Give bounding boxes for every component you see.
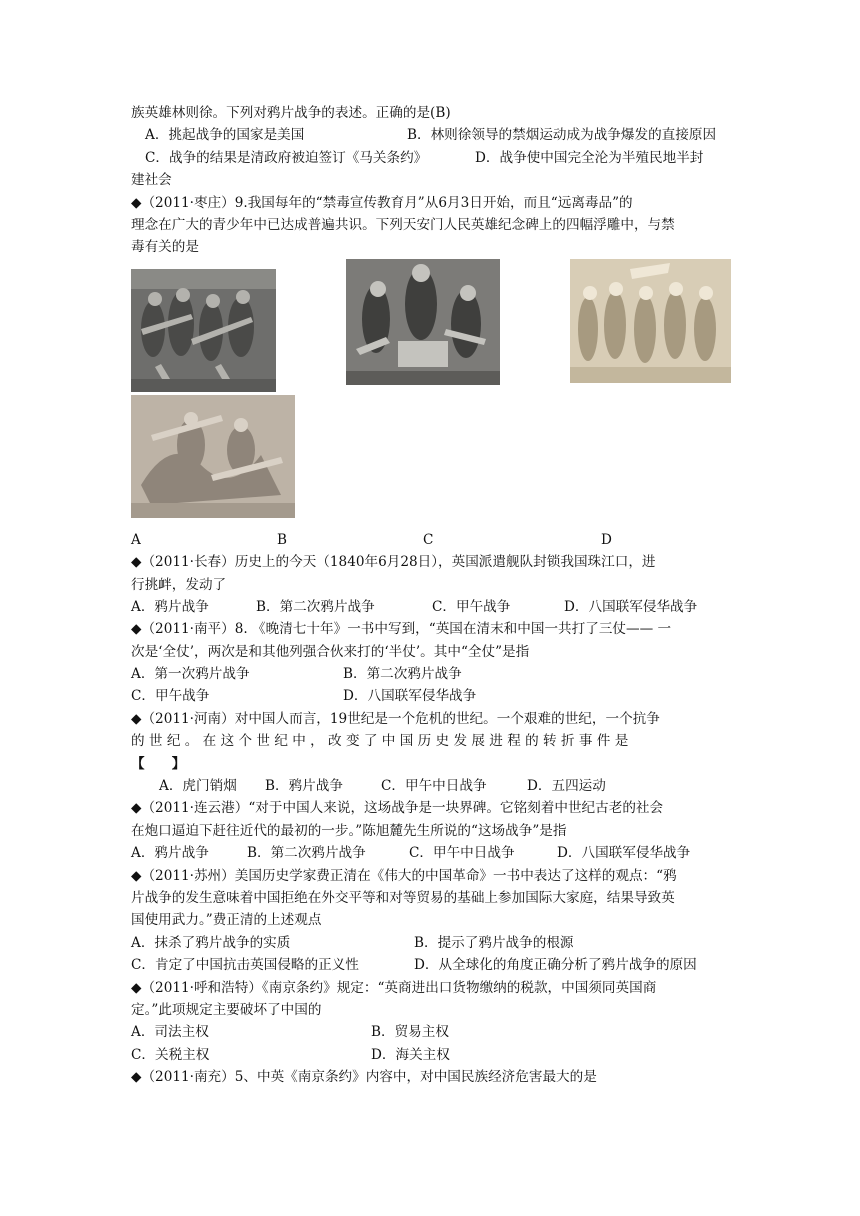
option-line [131,685,731,707]
question-line: 次是‘全仗’，两次是和其他列强合伙来打的‘半仗’。其中“全仗”是指 [131,643,530,660]
option-a: A．虎门销烟 [159,778,237,795]
relief-image-a [131,269,276,392]
question-line: ◆（2011·苏州）美国历史学家费正清在《伟大的中国革命》一书中表达了这样的观点：“鸦 [131,867,677,884]
relief-image-c [570,259,731,383]
image-label-c: C [423,531,434,548]
question-line: 行挑衅，发动了 [131,576,227,593]
option-b: B．贸易主权 [371,1024,449,1041]
question-line: 理念在广大的青少年中已达成普遍共识。下列天安门人民英雄纪念碑上的四幅浮雕中，与禁 [131,216,675,233]
option-c: C．甲午战争 [131,688,210,705]
option-d: D．八国联军侵华战争 [343,688,477,705]
option-d: D．海关主权 [371,1046,450,1063]
option-c: C．关税主权 [131,1046,210,1063]
option-c: C．甲午中日战争 [409,845,515,862]
option-d: D．战争使中国完全沦为半殖民地半封 [475,149,704,166]
question-line: 片战争的发生意味着中国拒绝在外交平等和对等贸易的基础上参加国际大家庭，结果导致英 [131,889,675,906]
question-line: 国使用武力。”费正清的上述观点 [131,912,322,929]
option-a: A．鸦片战争 [131,598,209,615]
document-body [131,102,731,1089]
option-line [131,596,731,618]
question-line: 的 世 纪 。 在 这 个 世 纪 中 ， 改 变 了 中 国 历 史 发 展 进 程 的 转 折 事 件 是 [131,733,629,750]
option-b: B．第二次鸦片战争 [343,666,462,683]
option-line [131,954,731,976]
option-d: D．从全球化的角度正确分析了鸦片战争的原因 [414,957,697,974]
option-d: D．八国联军侵华战争 [564,598,698,615]
question-line: ◆（2011·枣庄）9.我国每年的“禁毒宣传教育月”从6月3日开始，而且“远离毒品”的 [131,194,633,211]
option-c: C．甲午中日战争 [381,778,487,795]
question-line: ◆（2011·南充）5、中英《南京条约》内容中，对中国民族经济危害最大的是 [131,1069,597,1086]
option-c: C．甲午战争 [432,598,511,615]
relief-image-d [131,395,295,518]
text-line: 建社会 [131,172,172,189]
question-line: ◆（2011·呼和浩特）《南京条约》规定：“英商进出口货物缴纳的税款，中国须同英国商 [131,979,657,996]
option-a: A．鸦片战争 [131,845,209,862]
option-line [131,147,731,169]
option-a: A．第一次鸦片战争 [131,666,250,683]
option-line [131,775,731,797]
option-c: C．战争的结果是清政府被迫签订《马关条约》 [145,149,428,166]
question-line: 在炮口逼迫下赶往近代的最初的一步。”陈旭麓先生所说的“这场战争”是指 [131,822,567,839]
question-line: ◆（2011·南平）8. 《晚清七十年》一书中写到，“英国在清末和中国一共打了三仗—— 一 [131,621,672,638]
option-line [131,1044,731,1066]
option-b: B．提示了鸦片战争的根源 [414,934,574,951]
option-line [131,932,731,954]
option-line [131,663,731,685]
text-line: 族英雄林则徐。下列对鸦片战争的表述。正确的是(B) [131,105,451,121]
option-b: B．鸦片战争 [265,778,343,795]
option-b: B．第二次鸦片战争 [247,845,366,862]
relief-image-b [346,259,500,385]
option-b: B．林则徐领导的禁烟运动成为战争爆发的直接原因 [407,127,717,144]
option-a: A．挑起战争的国家是美国 [145,127,305,144]
question-line: ◆（2011·河南）对中国人而言，19世纪是一个危机的世纪。一个艰难的世纪，一个抗争 [131,710,660,727]
question-line: ◆（2011·连云港）“对于中国人来说，这场战争是一块界碑。它铭刻着中世纪古老的社会 [131,800,664,817]
option-a: A．司法主权 [131,1024,209,1041]
image-labels [131,529,731,551]
option-d: D．八国联军侵华战争 [557,845,691,862]
option-line [131,842,731,864]
image-label-b: B [277,531,287,548]
option-line [131,1021,731,1043]
relief-images-row [131,395,731,529]
question-line: 毒有关的是 [131,239,199,256]
relief-images-row [131,259,731,395]
option-a: A．抹杀了鸦片战争的实质 [131,934,291,951]
answer-bracket: 【 】 [131,755,186,772]
image-label-d: D [601,531,612,548]
option-line [131,124,731,146]
option-b: B．第二次鸦片战争 [256,598,375,615]
question-line: 定。”此项规定主要破坏了中国的 [131,1001,322,1018]
option-c: C．肯定了中国抗击英国侵略的正义性 [131,957,359,974]
question-line: ◆（2011·长春）历史上的今天（1840年6月28日），英国派遣舰队封锁我国珠江口，进 [131,554,656,571]
image-label-a: A [131,531,141,548]
option-d: D．五四运动 [527,778,606,795]
